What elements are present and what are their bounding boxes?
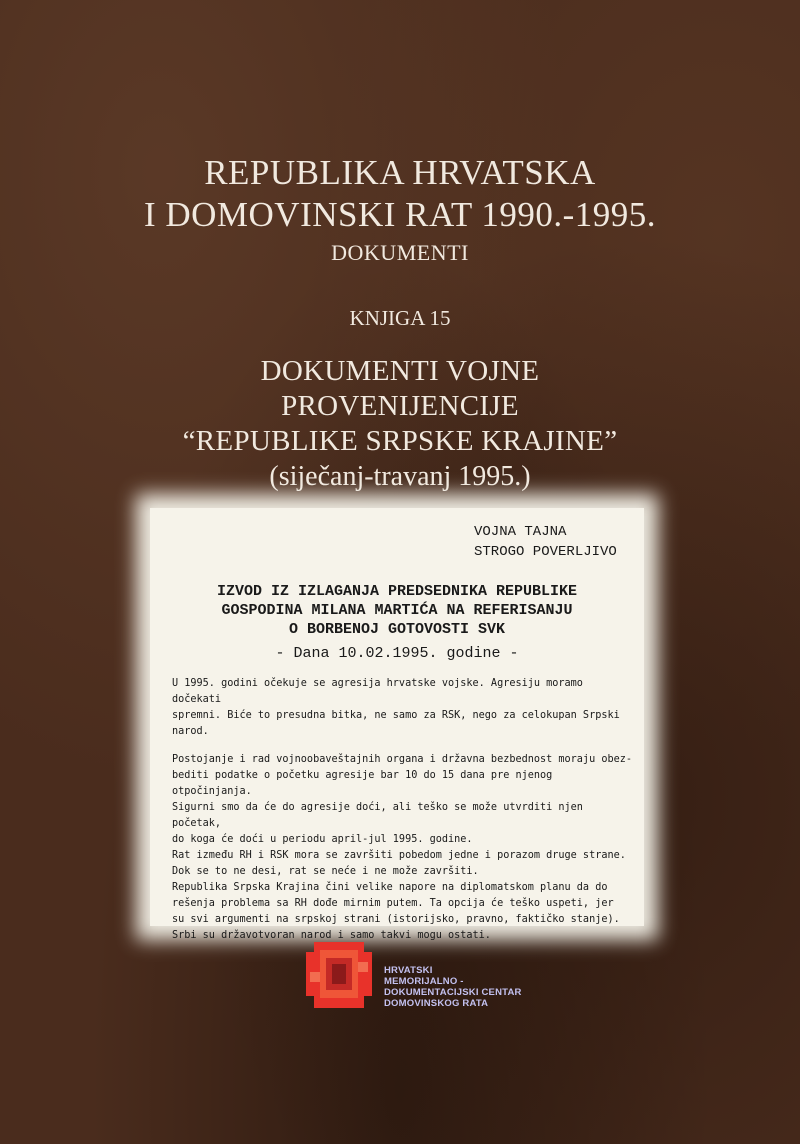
publisher-line4: DOMOVINSKOG RATA — [384, 998, 489, 1009]
document-paragraph-1: U 1995. godini očekuje se agresija hrvatske vojske. Agresiju moramo dočekati spremni. Biće to presudna bitka, ne samo za RSK, nego za celokupan Srpski narod. — [172, 678, 620, 737]
series-title — [0, 152, 800, 268]
book-number: KNJIGA 15 — [349, 306, 451, 330]
classification-line1: VOJNA TAJNA — [474, 524, 567, 540]
subtitle-line2: PROVENIJENCIJE — [281, 390, 519, 422]
heading-line1: IZVOD IZ IZLAGANJA PREDSEDNIKA REPUBLIKE — [216, 583, 578, 600]
document-date: - Dana 10.02.1995. godine - — [275, 645, 519, 662]
series-title-line2: I DOMOVINSKI RAT 1990.-1995. — [143, 195, 657, 234]
series-title-line1: REPUBLIKA HRVATSKA — [204, 153, 596, 192]
book-subtitle — [0, 354, 800, 495]
classification-line2: STROGO POVERLJIVO — [474, 544, 617, 560]
document-excerpt — [150, 508, 644, 941]
document-page — [150, 508, 644, 941]
document-paragraph-2: Postojanje i rad vojnoobaveštajnih organa i državna bezbednost moraju obez- bediti podatke o početku agresije bar 10 do 15 dana pre njenog otpočinjanja. Sigurni smo da će do agresije doći, ali teško se može utvrditi njen početak, do koga će doći u periodu april-jul 1995. godine. Rat između RH i RSK mora se završiti pobedom jedne i porazom druge strane. Dok se to ne desi, rat se neće i ne može završiti. Republika Srpska Krajina čini velike napore na diplomatskom planu da do rešenja problema sa RH dođe mirnim putem. Ta opcija će teško uspeti, jer su svi argumenti na srpskoj strani (istorijsko, pravno, faktičko stanje). Srbi su državotvoran narod i samo takvi mogu ostati. — [172, 754, 633, 941]
publisher-name — [384, 965, 522, 1009]
subtitle-line1: DOKUMENTI VOJNE — [260, 355, 540, 387]
publisher-line1: HRVATSKI — [384, 965, 433, 976]
publisher-line3: DOKUMENTACIJSKI CENTAR — [384, 987, 522, 998]
document-heading — [170, 582, 624, 639]
classification-stamp — [474, 522, 617, 562]
series-title-line3: DOKUMENTI — [331, 240, 469, 265]
red-squares-logo-icon — [306, 942, 372, 1008]
document-body — [172, 676, 632, 956]
publisher-line2: MEMORIJALNO - — [384, 976, 464, 987]
subtitle-line4: (siječanj-travanj 1995.) — [269, 461, 531, 492]
heading-line3: O BORBENOJ GOTOVOSTI SVK — [288, 621, 506, 638]
subtitle-line3: “REPUBLIKE SRPSKE KRAJINE” — [182, 425, 618, 457]
heading-line2: GOSPODINA MILANA MARTIĆA NA REFERISANJU — [221, 602, 573, 619]
